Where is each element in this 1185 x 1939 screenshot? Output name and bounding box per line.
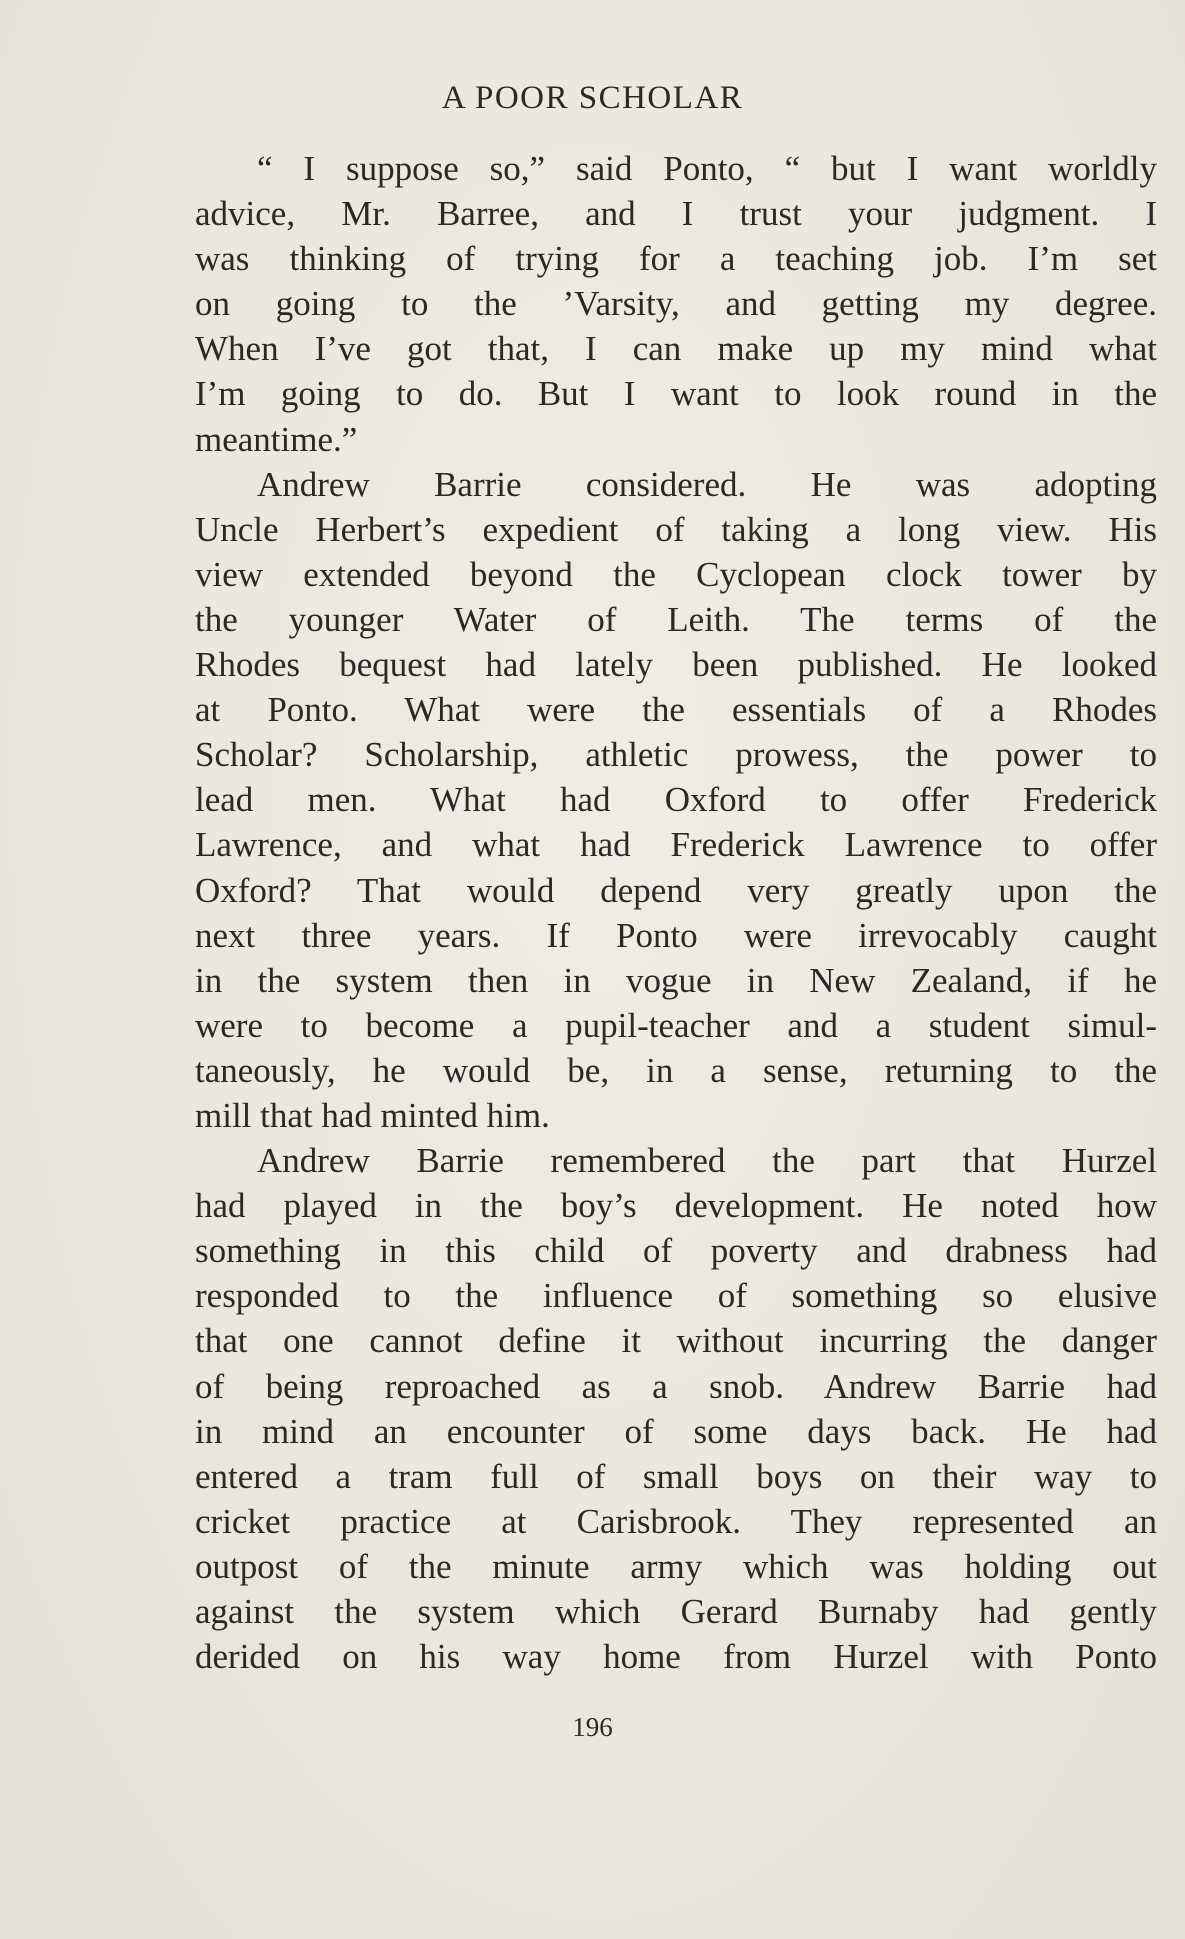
text-line: were to become a pupil-teacher and a student simul-	[195, 1005, 1157, 1045]
text-line: Andrew Barrie considered. He was adopting	[257, 464, 1157, 504]
text-line: had played in the boy’s development. He noted how	[195, 1186, 1157, 1226]
text-line: entered a tram full of small boys on their way to	[195, 1456, 1157, 1496]
text-line: Scholar? Scholarship, athletic prowess, the power to	[195, 735, 1157, 775]
text-line: mill that had minted him.	[195, 1095, 550, 1135]
text-line: Uncle Herbert’s expedient of taking a long view. His	[195, 509, 1157, 549]
text-line: view extended beyond the Cyclopean clock tower by	[195, 554, 1157, 594]
text-line: meantime.”	[195, 419, 358, 459]
text-line: something in this child of poverty and drabness had	[195, 1231, 1157, 1271]
text-line: against the system which Gerard Burnaby had gently	[195, 1592, 1157, 1631]
page-number: 196	[572, 1712, 613, 1742]
text-line: that one cannot define it without incurring the danger	[195, 1321, 1157, 1361]
text-line: derided on his way home from Hurzel with Ponto	[195, 1637, 1157, 1677]
text-line: the younger Water of Leith. The terms of the	[195, 599, 1157, 639]
text-line: at Ponto. What were the essentials of a Rhodes	[195, 690, 1157, 730]
text-line: responded to the influence of something so elusive	[195, 1276, 1157, 1316]
text-line: taneously, he would be, in a sense, returning to the	[195, 1050, 1157, 1090]
text-line: advice, Mr. Barree, and I trust your judgment. I	[195, 194, 1157, 234]
running-head: A POOR SCHOLAR	[441, 80, 744, 116]
text-line: I’m going to do. But I want to look round in the	[195, 374, 1157, 414]
text-line: Lawrence, and what had Frederick Lawrence to offer	[195, 825, 1157, 865]
text-line: was thinking of trying for a teaching job. I’m set	[195, 239, 1157, 279]
text-line: Oxford? That would depend very greatly upon the	[195, 870, 1157, 910]
text-line: lead men. What had Oxford to offer Frederick	[195, 780, 1157, 820]
text-line: next three years. If Ponto were irrevocably caught	[195, 915, 1157, 955]
text-line: outpost of the minute army which was holding out	[195, 1546, 1157, 1586]
text-line: When I’ve got that, I can make up my mind what	[195, 329, 1157, 369]
body-text	[195, 146, 1157, 1679]
text-line: Rhodes bequest had lately been published. He looked	[195, 645, 1157, 685]
text-line: Andrew Barrie remembered the part that Hurzel	[257, 1141, 1157, 1181]
text-line: in mind an encounter of some days back. He had	[195, 1411, 1157, 1451]
text-line: on going to the ’Varsity, and getting my degree.	[195, 284, 1157, 324]
text-line: cricket practice at Carisbrook. They represented an	[195, 1501, 1157, 1541]
text-line: of being reproached as a snob. Andrew Barrie had	[195, 1366, 1157, 1406]
text-line: in the system then in vogue in New Zealand, if he	[195, 960, 1157, 1000]
text-line: “ I suppose so,” said Ponto, “ but I want worldly	[257, 149, 1157, 188]
